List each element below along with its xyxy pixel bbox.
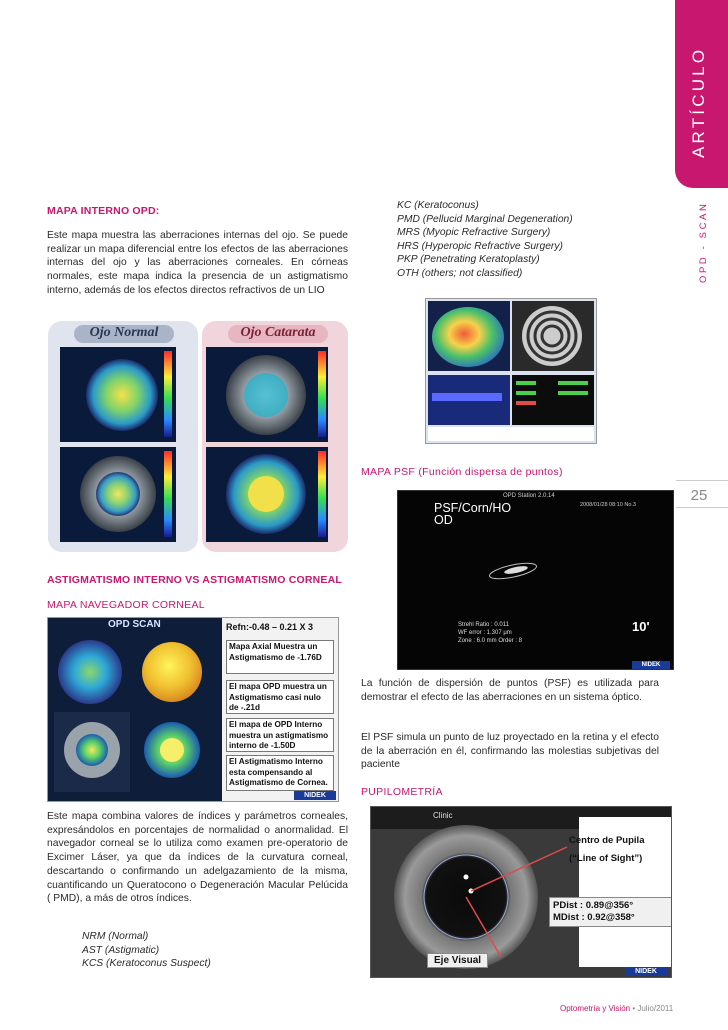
list-item: OTH (others; not classified) bbox=[397, 267, 523, 279]
divider bbox=[676, 480, 728, 481]
psf-label: PSF/Corn/HO bbox=[434, 501, 512, 515]
figure-pupilometry bbox=[370, 806, 672, 978]
issue-date: Julio/2011 bbox=[637, 1004, 674, 1013]
list-item: PMD (Pellucid Marginal Degeneration) bbox=[397, 213, 573, 225]
paragraph-psf-2: El PSF simula un punto de luz proyectado en la retina y el efecto de la aberración en él, confirmando las molestias subjetivas del paciente bbox=[361, 732, 659, 771]
pdist: PDist : 0.89@356° bbox=[553, 900, 634, 911]
paragraph-psf-1: La función de dispersión de puntos (PSF) es utilizada para demostrar el efecto de las aberraciones en un sistema óptico. bbox=[361, 678, 659, 703]
psf-date: 2008/01/28 08:10 No.3 bbox=[580, 502, 636, 508]
psf-spot-image bbox=[478, 551, 548, 591]
pupil-distances bbox=[549, 897, 672, 927]
callout-axial: Mapa Axial Muestra un Astigmatismo de -1.76D bbox=[226, 640, 334, 674]
paragraph-navegador: Este mapa combina valores de índices y parámetros corneales, expresándolos en porcentajes de normalidad o anormalidad. El navegador corneal se lo utiliza como examen pre-operatorio de Excimer Láser, ya que da índices de la curvatura corneal, descartando o confirmando un adelgazamiento de la misma, cuantificando un Queratocono o Degeneración Macular Pelúcida ( PMD), a más de otros índices. bbox=[47, 811, 348, 905]
strehl-ratio: Strehl Ratio : 0.011 bbox=[458, 622, 509, 628]
figure-opd-scan bbox=[47, 617, 339, 802]
refn-value: Refn:-0.48 – 0.21 X 3 bbox=[226, 622, 314, 632]
label-centro: Centro de Pupila bbox=[569, 835, 645, 846]
figure-psf bbox=[397, 490, 674, 670]
index-list-left bbox=[82, 930, 342, 971]
pupil-image bbox=[371, 807, 671, 977]
label-ojo-normal: Ojo Normal bbox=[74, 325, 174, 343]
footer-separator: • bbox=[630, 1004, 638, 1013]
heading-mapa-interno: MAPA INTERNO OPD: bbox=[47, 205, 160, 217]
zone-order: Zone : 6.0 mm Order : 8 bbox=[458, 638, 523, 644]
brand-logo: NIDEK bbox=[632, 661, 670, 669]
list-item: KCS (Keratoconus Suspect) bbox=[82, 958, 211, 970]
heading-pupilometria: PUPILOMETRÍA bbox=[361, 786, 443, 798]
footer bbox=[560, 1004, 673, 1013]
journal-name: Optometría y Visión bbox=[560, 1004, 631, 1013]
navigator-screen-image bbox=[428, 301, 594, 441]
figure-navigator-screen bbox=[425, 298, 597, 444]
list-item: NRM (Normal) bbox=[82, 931, 149, 942]
section-title: ARTÍCULO bbox=[689, 46, 708, 158]
paragraph-mapa-interno: Este mapa muestra las aberraciones internas del ojo. Se puede realizar un mapa diferencial entre los efectos de las aberraciones internas del ojo y las aberraciones corneales. En córneas normales, este mapa indica la presencia de un astigmatismo interno, además de los efectos directos refractivos de un LIO bbox=[47, 230, 348, 296]
callout-compensation: El Astigmatismo Interno esta compensando al Astigmatismo de Cornea. bbox=[226, 755, 334, 791]
brand-logo: NIDEK bbox=[294, 791, 336, 800]
clinic-label: Clinic bbox=[433, 811, 453, 820]
list-item: PKP (Penetrating Keratoplasty) bbox=[397, 254, 540, 266]
psf-degree: 10' bbox=[632, 619, 650, 634]
label-ojo-catarata: Ojo Catarata bbox=[228, 325, 328, 343]
list-item: AST (Astigmatic) bbox=[82, 944, 160, 956]
page-number: 25 bbox=[690, 487, 708, 504]
opd-maps-image bbox=[60, 347, 340, 547]
wf-error: WF error : 1.307 μm bbox=[458, 630, 512, 636]
heading-astigmatismo: ASTIGMATISMO INTERNO VS ASTIGMATISMO CORNEAL bbox=[47, 574, 343, 586]
brand-logo: NIDEK bbox=[625, 967, 667, 976]
opd-scan-header: OPD SCAN bbox=[108, 619, 161, 630]
callout-opd: El mapa OPD muestra un Astigmatismo casi nulo de -.21d bbox=[226, 680, 334, 714]
heading-psf: MAPA PSF (Función dispersa de puntos) bbox=[361, 466, 563, 478]
psf-eye: OD bbox=[434, 513, 453, 527]
psf-header: OPD Station 2.0.14 bbox=[503, 493, 555, 499]
list-item: KC (Keratoconus) bbox=[397, 200, 479, 211]
callout-internal: El mapa de OPD Interno muestra un astigmatismo interno de -1.50D bbox=[226, 718, 334, 752]
mdist: MDist : 0.92@358° bbox=[553, 912, 635, 923]
divider bbox=[676, 507, 728, 508]
list-item: HRS (Hyperopic Refractive Surgery) bbox=[397, 240, 563, 252]
psf-stats bbox=[458, 621, 522, 645]
heading-navegador: MAPA NAVEGADOR CORNEAL bbox=[47, 599, 205, 611]
section-subtitle: OPD - SCAN bbox=[698, 201, 709, 283]
label-eje-visual: Eje Visual bbox=[427, 953, 488, 968]
label-line-of-sight: (“Line of Sight”) bbox=[569, 853, 643, 864]
list-item: MRS (Myopic Refractive Surgery) bbox=[397, 227, 551, 239]
navigator-maps-image bbox=[52, 632, 220, 798]
figure-internal-opd bbox=[48, 321, 348, 552]
index-list-right bbox=[397, 199, 672, 281]
